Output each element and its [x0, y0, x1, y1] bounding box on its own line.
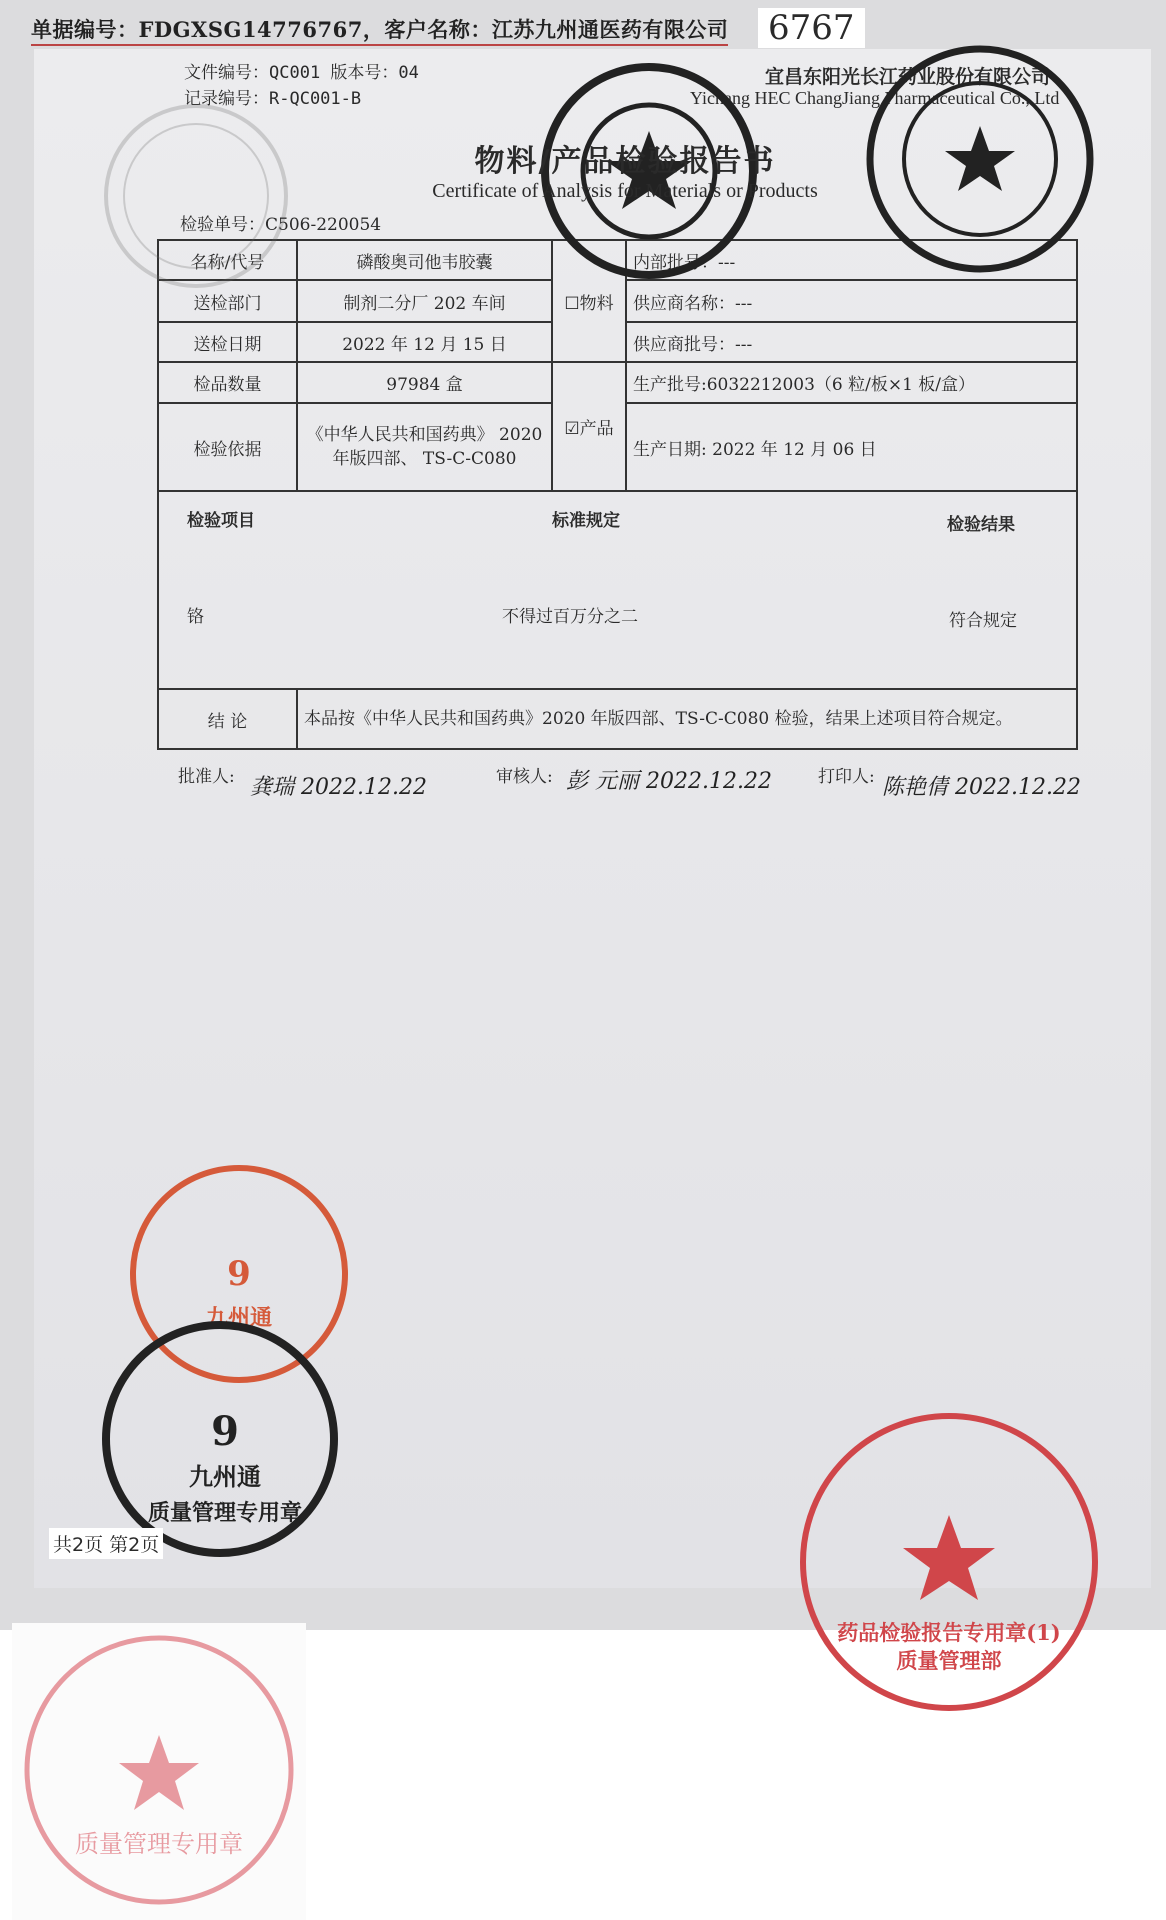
production-batch: 生产批号:6032212003（6 粒/板×1 板/盒）	[626, 362, 1077, 403]
jiangsu-jzt-stamp	[803, 1416, 1095, 1708]
test-header-item: 检验项目	[187, 511, 255, 531]
suzhou-dongwu-stamp	[27, 1638, 291, 1902]
svg-text:质量管理部: 质量管理部	[896, 1648, 1002, 1673]
row-label: 送检部门	[158, 280, 297, 322]
test-standard: 不得过百万分之二	[502, 607, 638, 627]
svg-text:9: 9	[227, 1254, 251, 1294]
row-value: 磷酸奥司他韦胶囊	[297, 240, 552, 280]
approver-signature: 龚瑞 2022.12.22	[250, 775, 427, 800]
star-icon	[119, 1735, 199, 1810]
page-footer: 共2页 第2页	[49, 1528, 163, 1559]
svg-text:9: 9	[211, 1408, 239, 1455]
test-header-result: 检验结果	[947, 515, 1015, 535]
row-label: 检品数量	[158, 362, 297, 403]
company-name-cn: 宜昌东阳光长江药业股份有限公司	[765, 66, 1051, 88]
reviewer-label: 审核人:	[496, 767, 553, 787]
test-item: 铬	[187, 607, 204, 627]
svg-text:质量管理专用章: 质量管理专用章	[147, 1500, 303, 1526]
svg-text:九州通: 九州通	[189, 1462, 261, 1491]
conclusion-label: 结 论	[158, 689, 297, 749]
supplier-batch: 供应商批号：---	[626, 322, 1077, 362]
jzt-black-stamp	[106, 1325, 334, 1553]
record-number: 记录编号：R-QC001-B	[184, 89, 362, 109]
order-suffix: 6767	[758, 8, 865, 48]
page-title-en: Certificate of Analysis for Materials or Products	[432, 180, 818, 202]
test-result: 符合规定	[949, 611, 1017, 631]
svg-text:质量管理专用章: 质量管理专用章	[75, 1830, 243, 1858]
row-label: 名称/代号	[158, 240, 297, 280]
svg-text:九州通: 九州通	[205, 1305, 273, 1331]
supplier-name: 供应商名称：---	[626, 280, 1077, 322]
row-value: 《中华人民共和国药典》 2020 年版四部、 TS-C-C080	[297, 403, 552, 491]
page-title: 物料/产品检验报告书	[474, 144, 776, 179]
internal-batch: 内部批号：---	[626, 240, 1077, 280]
order-header: 单据编号：FDGXSG14776767，客户名称：江苏九州通医药有限公司	[31, 14, 728, 46]
row-label: 送检日期	[158, 322, 297, 362]
inspection-number: 检验单号：C506-220054	[180, 215, 382, 235]
svg-text:药品检验报告专用章(1): 药品检验报告专用章(1)	[837, 1620, 1061, 1645]
reviewer-signature: 彭 元丽 2022.12.22	[566, 769, 772, 794]
star-icon	[903, 1515, 995, 1600]
file-number: 文件编号：QC001 版本号：04	[184, 63, 419, 83]
row-value: 97984 盒	[297, 362, 552, 403]
approver-label: 批准人:	[178, 767, 235, 787]
printer-signature: 陈艳倩 2022.12.22	[882, 775, 1081, 800]
material-checkbox: ☐物料	[552, 240, 626, 362]
company-name-en: Yichang HEC ChangJiang Pharmaceutical Co., Ltd	[690, 88, 1060, 108]
product-checkbox: ☑产品	[552, 362, 626, 491]
row-value: 制剂二分厂 202 车间	[297, 280, 552, 322]
jzt-red-stamp	[133, 1168, 345, 1380]
test-header-standard: 标准规定	[552, 511, 620, 531]
row-label: 检验依据	[158, 403, 297, 491]
production-date: 生产日期: 2022 年 12 月 06 日	[626, 403, 1077, 491]
printer-label: 打印人:	[818, 767, 875, 787]
row-value: 2022 年 12 月 15 日	[297, 322, 552, 362]
conclusion-text: 本品按《中华人民共和国药典》2020 年版四部、TS-C-C080 检验，结果上述项目符合规定。	[297, 689, 1077, 749]
